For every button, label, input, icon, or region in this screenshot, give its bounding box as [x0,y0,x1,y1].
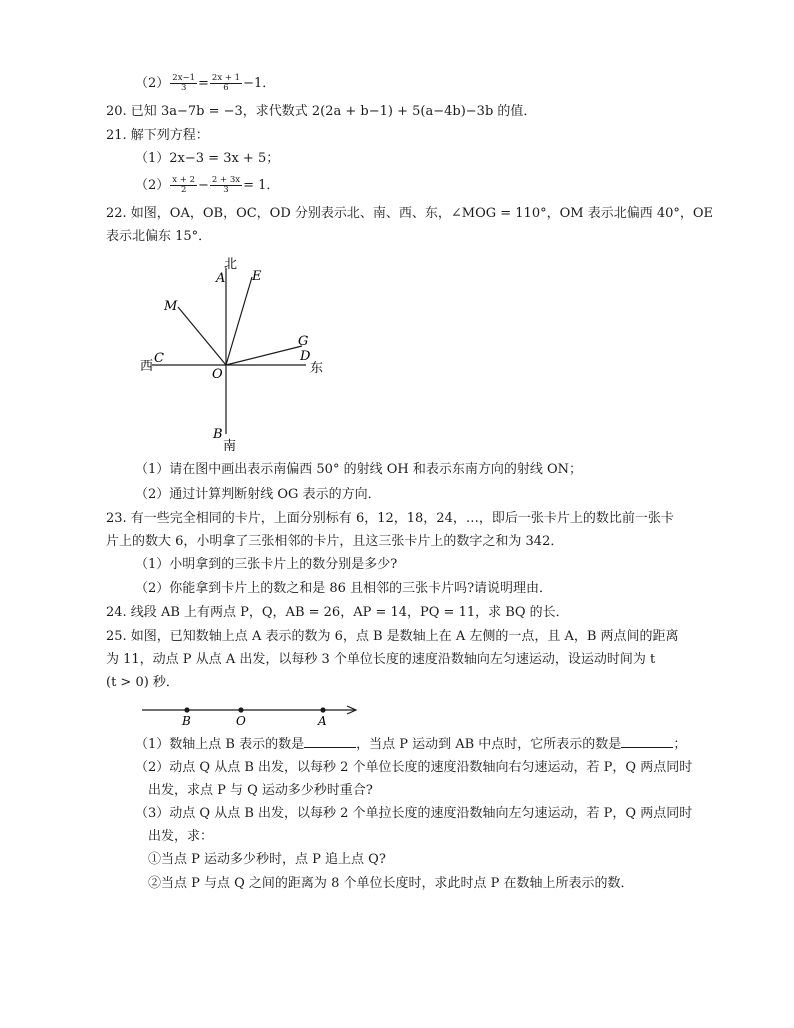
south-label: 南 [223,439,237,452]
label-m: M [164,299,178,314]
west-label: 西 [140,359,154,374]
q25-part3-sub2: ②当点 P 与点 Q 之间的距离为 8 个单位长度时，求此时点 P 在数轴上所表示的数． [148,876,634,891]
q21-fraction-1 [170,176,197,195]
q21-part1: （1）2x−3 = 3x + 5； [135,151,280,166]
q19-equals: = [198,76,209,91]
q19-fraction-2 [210,74,242,93]
q21-f1-num: x + 2 [172,175,196,185]
point-o-dot [238,707,243,712]
q21-f1-den: 2 [180,185,187,195]
q22-part2: （2）通过计算判断射线 OG 表示的方向． [135,487,381,502]
numberline-label-o: O [236,714,246,728]
east-label: 东 [310,361,324,376]
q21-tail: = 1． [243,178,280,193]
ray-oe [226,277,252,365]
question-25-line3: (t > 0) 秒． [106,675,179,690]
ray-og [226,346,302,365]
answer-blank-b[interactable] [304,735,356,748]
q25-part1-text-c: ； [673,737,687,752]
q23-part1: （1）小明拿到的三张卡片上的数分别是多少? [135,557,398,572]
point-a-dot [320,707,325,712]
ray-om [178,307,226,365]
north-label: 北 [224,257,238,272]
q21-f2-den: 3 [223,185,229,195]
question-22-line2: 表示北偏东 15°． [106,229,212,244]
label-e: E [252,269,262,284]
q25-part2-line2: 出发，求点 P 与 Q 运动多少秒时重合? [148,783,373,798]
answer-blank-midpoint[interactable] [621,735,673,748]
q19-tail: −1． [243,76,276,91]
number-line-diagram [140,700,370,730]
q23-part2: （2）你能拿到卡片上的数之和是 86 且相邻的三张卡片吗?请说明理由． [135,581,553,596]
q21-part2-label: （2） [135,178,170,193]
question-23-line1: 23. 有一些完全相同的卡片，上面分别标有 6，12，18，24，…，即后一张卡片上的数比前一张卡 [106,511,674,526]
numberline-label-b: B [182,714,191,728]
q25-part3-sub1: ①当点 P 运动多少秒时，点 P 追上点 Q? [148,852,386,867]
q19-f2-num: 2x + 1 [211,73,241,83]
question-23-line2: 片上的数大 6，小明拿了三张相邻的卡片，且这三张卡片上的数字之和为 342． [106,534,564,549]
question-25-line1: 25. 如图，已知数轴上点 A 表示的数为 6，点 B 是数轴上在 A 左侧的一点，且 A，B 两点间的距离 [106,629,679,644]
q19-f2-den: 6 [223,83,229,93]
q25-part3-line1: （3）动点 Q 从点 B 出发，以每秒 2 个单拉长度的速度沿数轴向左匀速运动，若 P，Q 两点同时 [135,806,693,821]
compass-diagram [130,252,340,452]
question-22-line1: 22. 如图，OA，OB，OC，OD 分别表示北、南、西、东，∠MOG = 110°，OM 表示北偏西 40°，OE [106,206,714,221]
label-g: G [298,334,309,349]
label-o: O [212,367,223,382]
question-20: 20. 已知 3a−7b = −3，求代数式 2(2a + b−1) + 5(a−4b)−3b 的值． [106,104,537,119]
label-d: D [300,349,311,364]
q25-part3-line2: 出发，求： [148,829,214,844]
q21-fraction-2 [210,176,242,195]
question-21: 21. 解下列方程： [106,128,209,143]
q19-part2-label: （2） [135,76,170,91]
q21-part2 [135,176,279,195]
q21-minus: − [198,178,209,193]
question-24: 24. 线段 AB 上有两点 P，Q，AB = 26，AP = 14，PQ = 11，求 BQ 的长． [106,605,569,620]
q25-part2-line1: （2）动点 Q 从点 B 出发，以每秒 2 个单位长度的速度沿数轴向右匀速运动，若 P，Q 两点同时 [135,760,693,775]
q19-f1-den: 3 [180,83,187,93]
q21-f2-num: 2 + 3x [211,175,241,185]
q25-part1-text-b: ，当点 P 运动到 AB 中点时，它所表示的数是 [356,737,622,752]
numberline-label-a: A [318,714,327,728]
point-b-dot [184,707,189,712]
q19-fraction-1 [170,74,197,93]
q19-f1-num: 2x−1 [172,73,196,83]
q25-part1 [135,735,686,753]
label-a: A [216,271,226,286]
q19-part2 [135,74,275,93]
label-b: B [213,427,223,442]
q25-part1-text-a: （1）数轴上点 B 表示的数是 [135,737,305,752]
q22-part1: （1）请在图中画出表示南偏西 50° 的射线 OH 和表示东南方向的射线 ON； [135,462,583,477]
question-25-line2: 为 11，动点 P 从点 A 出发，以每秒 3 个单位长度的速度沿数轴向左匀速运动，设运动时间为 t [106,652,656,667]
label-c: C [154,351,164,366]
